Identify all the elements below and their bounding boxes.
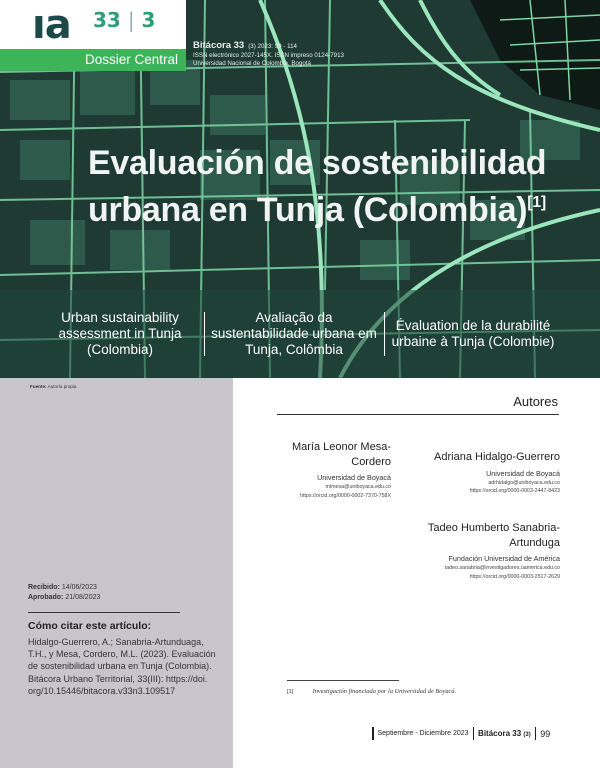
author-institution: Universidad de Boyacá [317,473,391,482]
citation-line: de sostenibilidad urbana en Tunja (Colombia). [28,661,212,672]
footnote-number: [1] [287,689,294,695]
image-source-label: Fuente: [30,384,47,389]
citation-line: T.H., y Mesa, Cordero, M.L. (2023). Evaluación [28,649,216,660]
author-email[interactable]: adrhidalgo@uniboyaca.edu.co [488,479,560,486]
author-block [400,450,560,496]
author-institution: Universidad de Boyacá [486,468,560,478]
journal-name: Bitácora 33 [193,40,245,51]
author-institution: Fundación Universidad de América [448,554,560,563]
title-line-2: urbana en Tunja (Colombia) [88,191,528,229]
left-sidebar [0,378,233,768]
author-name-line: María Leonor Mesa- [291,441,391,453]
citation-doi-link[interactable]: org/10.15446/bitacora.v33n3.109517 [28,685,176,696]
title-english-line: Urban sustainability [61,310,179,325]
page-footer [372,727,550,740]
title-portuguese-line: Tunja, Colômbia [245,342,343,357]
footnote-divider [287,680,399,681]
logo-volume: 33 [93,8,121,32]
hero-banner [0,0,600,378]
journal-info [193,40,344,69]
article-dates [28,583,100,602]
section-label: Dossier Central [0,49,186,71]
title-portuguese-line: Avaliação da [255,310,333,325]
title-english-line: assessment in Tunja [58,326,182,341]
title-english [40,310,200,358]
title-french [388,318,558,350]
translation-divider [204,312,205,356]
author-name [400,521,560,550]
citation-line: Hidalgo-Guerrero, A.; Sanabria-Artunduaga, [28,637,204,647]
journal-university: Universidad Nacional de Colombia, Bogotá [193,60,311,68]
footer-divider [535,727,537,740]
citation-text [28,636,218,697]
image-source-value: Autoría propia [47,384,77,389]
footer-divider [473,727,475,740]
journal-issue-details: (3) 2023: 99 - 114 [248,43,297,50]
footer-divider [372,727,374,740]
footer-period: Septiembre - Diciembre 2023 [377,730,469,737]
authors-heading: Autores [513,394,558,409]
title-french-line: urbaine à Tunja (Colombie) [391,334,555,349]
page-number: 99 [540,728,551,739]
title-english-line: (Colombia) [86,342,154,357]
journal-logo [0,0,186,49]
authors-divider [277,414,559,415]
title-footnote-ref[interactable]: [1] [527,194,546,211]
logo-separator: | [127,8,135,32]
logo-issue-number: 3 [141,8,156,32]
author-email[interactable]: tadeo.sanabria@investigadores.uamerica.edu.co [444,565,560,571]
translation-divider [384,312,385,356]
approved-value: 21/08/2023 [65,593,101,601]
citation-divider [28,612,180,613]
title-portuguese [208,310,380,358]
footer-journal: Bitácora 33 [478,729,522,738]
author-block [270,440,391,500]
author-email[interactable]: mlmesa@uniboyaca.edu.co [325,484,391,490]
author-name: Adriana Hidalgo-Guerrero [434,451,560,463]
received-label: Recibido: [28,584,60,591]
author-name-line: Artunduga [509,536,560,549]
received-value: 14/06/2023 [61,584,97,591]
citation-line[interactable]: Bitácora Urbano Territorial, 33(III): https://doi. [28,673,208,684]
footer-journal-name [478,729,531,738]
author-name [270,440,391,469]
received-date [28,583,100,593]
logo-issue [93,8,155,32]
article-title [88,143,558,230]
author-orcid-link[interactable]: https://orcid.org/0000-0003-2447-8423 [469,488,560,495]
approved-date [28,593,100,603]
title-translations [0,290,600,378]
approved-label: Aprobado: [28,593,64,601]
footer-issue: (3) [523,732,531,738]
title-line-1: Evaluación de sostenibilidad [88,144,547,182]
image-source [30,384,76,389]
author-name-line: Tadeo Humberto Sanabria- [427,522,560,534]
author-block [400,521,560,581]
citation-heading: Cómo citar este artículo: [28,620,152,632]
author-orcid-link[interactable]: https://orcid.org/0000-0003-2517-2629 [469,573,560,580]
logo-mark: ıa [32,2,71,48]
footnote-text: Investigación financiada por la Universidad de Boyacá. [312,688,457,695]
footnote [287,688,456,695]
title-portuguese-line: sustentabilidade urbana em [211,326,377,341]
title-french-line: Évaluation de la durabilité [395,318,551,333]
journal-issn: ISSN electrónico 2027-145X. ISSN impreso 0124-7913 [193,51,344,59]
author-name-line: Cordero [351,455,391,468]
author-orcid-link[interactable]: https://orcid.org/0000-0002-7370-758X [300,492,391,499]
